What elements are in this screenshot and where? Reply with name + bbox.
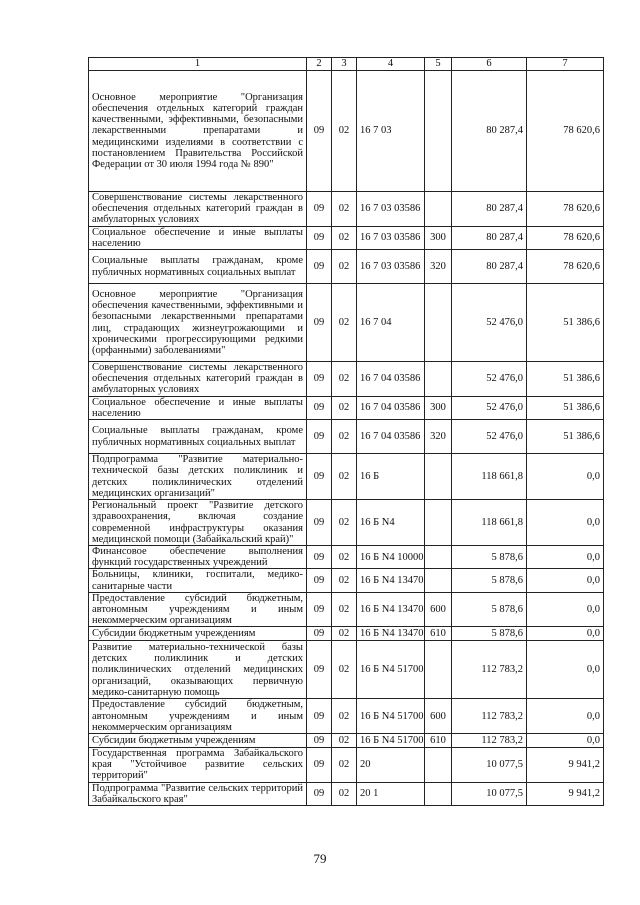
row-section: 09 <box>307 250 332 284</box>
row-expense-type: 610 <box>425 627 452 641</box>
row-target-article: 16 7 04 03586 <box>357 396 425 419</box>
table-row <box>89 546 604 569</box>
table-row <box>89 454 604 500</box>
row-amount-2: 0,0 <box>527 641 604 699</box>
row-name: Совершенствование системы лекарственного обеспечения отдельных категорий граждан в амбулаторных условиях <box>89 362 307 397</box>
row-amount-2: 78 620,6 <box>527 226 604 249</box>
row-target-article: 16 Б <box>357 454 425 500</box>
row-amount-1: 80 287,4 <box>452 192 527 227</box>
row-subsection: 02 <box>332 782 357 805</box>
row-target-article: 20 1 <box>357 782 425 805</box>
row-name: Развитие материально-технической базы детских поликлиник и детских поликлинических отделений медицинских организаций, оказывающих первичную медико-санитарную помощь <box>89 641 307 699</box>
table-row <box>89 226 604 249</box>
row-target-article: 16 7 03 <box>357 71 425 192</box>
row-target-article: 16 Б N4 13470 <box>357 627 425 641</box>
row-expense-type <box>425 782 452 805</box>
row-name: Субсидии бюджетным учреждениям <box>89 734 307 748</box>
row-subsection: 02 <box>332 592 357 627</box>
row-target-article: 16 Б N4 13470 <box>357 569 425 592</box>
row-subsection: 02 <box>332 627 357 641</box>
row-section: 09 <box>307 454 332 500</box>
row-section: 09 <box>307 500 332 546</box>
row-subsection: 02 <box>332 192 357 227</box>
row-amount-2: 78 620,6 <box>527 192 604 227</box>
table-row <box>89 362 604 397</box>
row-expense-type: 320 <box>425 420 452 454</box>
row-expense-type <box>425 500 452 546</box>
row-amount-2: 0,0 <box>527 699 604 734</box>
table-body <box>89 71 604 806</box>
row-section: 09 <box>307 546 332 569</box>
row-target-article: 16 7 03 03586 <box>357 250 425 284</box>
row-subsection: 02 <box>332 546 357 569</box>
row-amount-1: 80 287,4 <box>452 226 527 249</box>
row-name: Больницы, клиники, госпитали, медико-санитарные части <box>89 569 307 592</box>
row-section: 09 <box>307 734 332 748</box>
row-amount-1: 118 661,8 <box>452 500 527 546</box>
header-col-3: 3 <box>332 58 357 71</box>
row-name: Социальные выплаты гражданам, кроме публичных нормативных социальных выплат <box>89 420 307 454</box>
row-subsection: 02 <box>332 284 357 362</box>
header-col-7: 7 <box>527 58 604 71</box>
row-target-article: 16 Б N4 10000 <box>357 546 425 569</box>
row-amount-1: 112 783,2 <box>452 641 527 699</box>
row-subsection: 02 <box>332 454 357 500</box>
table-row <box>89 734 604 748</box>
row-amount-1: 52 476,0 <box>452 396 527 419</box>
row-section: 09 <box>307 192 332 227</box>
row-expense-type <box>425 748 452 783</box>
row-amount-1: 118 661,8 <box>452 454 527 500</box>
row-amount-1: 112 783,2 <box>452 734 527 748</box>
header-col-4: 4 <box>357 58 425 71</box>
row-name: Финансовое обеспечение выполнения функций государственных учреждений <box>89 546 307 569</box>
header-col-1: 1 <box>89 58 307 71</box>
row-name: Субсидии бюджетным учреждениям <box>89 627 307 641</box>
row-name: Основное мероприятие "Организация обеспечения качественными, эффективными и безопасными лекарственными препаратами лиц, страдающих жизнеугрожающими и хроническими прогрессирующими редкими (орфанными) заболеваниями" <box>89 284 307 362</box>
row-expense-type: 300 <box>425 396 452 419</box>
row-expense-type: 600 <box>425 699 452 734</box>
row-section: 09 <box>307 592 332 627</box>
row-target-article: 16 7 04 03586 <box>357 420 425 454</box>
header-col-5: 5 <box>425 58 452 71</box>
header-col-2: 2 <box>307 58 332 71</box>
row-section: 09 <box>307 362 332 397</box>
row-name: Основное мероприятие "Организация обеспечения отдельных категорий граждан качественными, эффективными, безопасными лекарственными препаратами и медицинскими изделиями в соответствии с постановлением Правительства Российской Федерации от 30 июля 1994 года № 890" <box>89 71 307 192</box>
table-row <box>89 569 604 592</box>
row-amount-1: 5 878,6 <box>452 569 527 592</box>
row-amount-1: 52 476,0 <box>452 362 527 397</box>
row-section: 09 <box>307 699 332 734</box>
row-target-article: 16 Б N4 13470 <box>357 592 425 627</box>
table-row <box>89 250 604 284</box>
row-name: Предоставление субсидий бюджетным, автономным учреждениям и иным некоммерческим организациям <box>89 699 307 734</box>
table-row <box>89 192 604 227</box>
row-subsection: 02 <box>332 362 357 397</box>
row-amount-2: 0,0 <box>527 500 604 546</box>
row-amount-2: 0,0 <box>527 454 604 500</box>
row-expense-type <box>425 641 452 699</box>
row-section: 09 <box>307 627 332 641</box>
row-amount-2: 0,0 <box>527 569 604 592</box>
row-expense-type: 320 <box>425 250 452 284</box>
row-expense-type <box>425 569 452 592</box>
row-expense-type <box>425 192 452 227</box>
table-row <box>89 627 604 641</box>
row-name: Социальное обеспечение и иные выплаты населению <box>89 226 307 249</box>
row-amount-2: 51 386,6 <box>527 420 604 454</box>
row-target-article: 16 7 04 <box>357 284 425 362</box>
row-subsection: 02 <box>332 734 357 748</box>
row-subsection: 02 <box>332 641 357 699</box>
row-subsection: 02 <box>332 699 357 734</box>
row-amount-1: 5 878,6 <box>452 592 527 627</box>
row-section: 09 <box>307 748 332 783</box>
row-amount-2: 78 620,6 <box>527 71 604 192</box>
table-row <box>89 284 604 362</box>
page-number: 79 <box>313 851 327 866</box>
row-amount-1: 52 476,0 <box>452 420 527 454</box>
row-section: 09 <box>307 284 332 362</box>
row-target-article: 16 Б N4 51700 <box>357 699 425 734</box>
row-amount-2: 51 386,6 <box>527 396 604 419</box>
row-amount-2: 0,0 <box>527 592 604 627</box>
row-amount-1: 10 077,5 <box>452 782 527 805</box>
row-amount-1: 10 077,5 <box>452 748 527 783</box>
row-target-article: 16 7 03 03586 <box>357 226 425 249</box>
row-amount-2: 0,0 <box>527 734 604 748</box>
row-name: Социальное обеспечение и иные выплаты населению <box>89 396 307 419</box>
row-expense-type <box>425 284 452 362</box>
row-amount-1: 80 287,4 <box>452 71 527 192</box>
row-amount-2: 0,0 <box>527 546 604 569</box>
row-target-article: 16 Б N4 51700 <box>357 734 425 748</box>
row-amount-2: 0,0 <box>527 627 604 641</box>
table-row <box>89 396 604 419</box>
row-target-article: 20 <box>357 748 425 783</box>
row-name: Региональный проект "Развитие детского здравоохранения, включая создание современной инфраструктуры оказания медицинской помощи (Забайкальский край)" <box>89 500 307 546</box>
table-row <box>89 748 604 783</box>
table-row <box>89 782 604 805</box>
row-amount-2: 51 386,6 <box>527 362 604 397</box>
row-section: 09 <box>307 782 332 805</box>
row-name: Предоставление субсидий бюджетным, автономным учреждениям и иным некоммерческим организациям <box>89 592 307 627</box>
table-row <box>89 500 604 546</box>
row-expense-type <box>425 546 452 569</box>
row-section: 09 <box>307 71 332 192</box>
budget-table <box>88 57 604 806</box>
row-subsection: 02 <box>332 569 357 592</box>
table-row <box>89 699 604 734</box>
row-expense-type <box>425 454 452 500</box>
row-target-article: 16 7 04 03586 <box>357 362 425 397</box>
row-section: 09 <box>307 396 332 419</box>
table-row <box>89 592 604 627</box>
row-name: Подпрограмма "Развитие сельских территорий Забайкальского края" <box>89 782 307 805</box>
row-expense-type <box>425 71 452 192</box>
table-row <box>89 641 604 699</box>
row-name: Подпрограмма "Развитие материально-технической базы детских поликлиник и детских поликлинических отделений медицинских организаций" <box>89 454 307 500</box>
row-target-article: 16 Б N4 51700 <box>357 641 425 699</box>
row-subsection: 02 <box>332 71 357 192</box>
row-amount-2: 78 620,6 <box>527 250 604 284</box>
row-subsection: 02 <box>332 396 357 419</box>
table-row <box>89 420 604 454</box>
row-section: 09 <box>307 226 332 249</box>
table-row <box>89 71 604 192</box>
row-name: Совершенствование системы лекарственного обеспечения отдельных категорий граждан в амбулаторных условиях <box>89 192 307 227</box>
row-amount-2: 51 386,6 <box>527 284 604 362</box>
row-expense-type <box>425 362 452 397</box>
row-subsection: 02 <box>332 250 357 284</box>
row-name: Социальные выплаты гражданам, кроме публичных нормативных социальных выплат <box>89 250 307 284</box>
row-subsection: 02 <box>332 748 357 783</box>
row-section: 09 <box>307 641 332 699</box>
row-section: 09 <box>307 569 332 592</box>
row-subsection: 02 <box>332 420 357 454</box>
header-col-6: 6 <box>452 58 527 71</box>
row-subsection: 02 <box>332 226 357 249</box>
table-header-row <box>89 58 604 71</box>
row-amount-2: 9 941,2 <box>527 782 604 805</box>
row-expense-type: 610 <box>425 734 452 748</box>
row-expense-type: 300 <box>425 226 452 249</box>
row-section: 09 <box>307 420 332 454</box>
row-subsection: 02 <box>332 500 357 546</box>
row-amount-1: 52 476,0 <box>452 284 527 362</box>
row-target-article: 16 Б N4 <box>357 500 425 546</box>
row-amount-1: 112 783,2 <box>452 699 527 734</box>
row-amount-1: 80 287,4 <box>452 250 527 284</box>
row-amount-2: 9 941,2 <box>527 748 604 783</box>
row-amount-1: 5 878,6 <box>452 546 527 569</box>
row-expense-type: 600 <box>425 592 452 627</box>
row-name: Государственная программа Забайкальского края "Устойчивое развитие сельских территорий" <box>89 748 307 783</box>
row-target-article: 16 7 03 03586 <box>357 192 425 227</box>
row-amount-1: 5 878,6 <box>452 627 527 641</box>
